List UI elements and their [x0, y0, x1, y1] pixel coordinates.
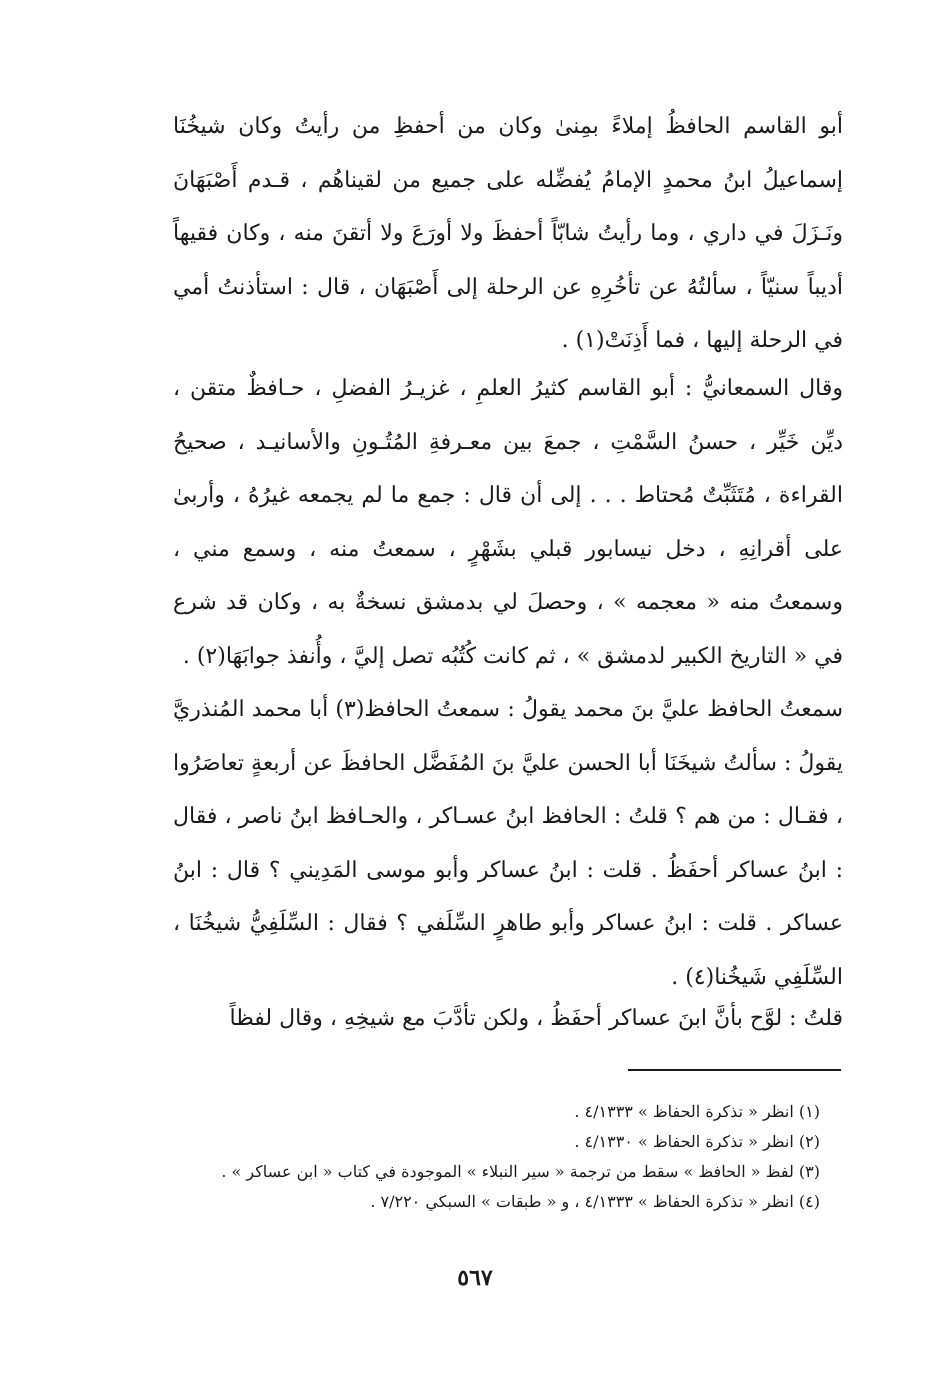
- paragraph-2: وقال السمعانيُّ : أبو القاسم كثيرُ العلمِ ، غزيـرُ الفضلِ ، حـافظٌ متقن ، ديِّن خَيِّر ، حسنُ السَّمْتِ ، جمعَ بين معـرفةِ المُتُـونِ والأسانيـد ، صحيحُ القراءة ، مُتَثَبِّتٌ مُحتاط . . . إلى أن قال : جمع ما لم يجمعه غيرُهُ ، وأربىٰ على أقرانِهِ ، دخل نيسابور قبلي بشَهْرٍ ، سمعتُ منه ، وسمع مني ، وسمعتُ منه « معجمه » ، وحصلَ لي بدمشق نسخةٌ به ، وكان قد شرع في « التاريخ الكبير لدمشق » ، ثم كانت كُتُبُه تصل إليَّ ، وأُنفذ جوابَهَا(٢) .: [173, 376, 843, 669]
- footnote-1: (١) انظر « تذكرة الحفاظ » ٤/١٣٣٣ .: [574, 1102, 820, 1121]
- footnote-4: (٤) انظر « تذكرة الحفاظ » ٤/١٣٣٣ ، و « طبقات » السبكي ٧/٢٢٠ .: [370, 1192, 820, 1211]
- paragraph-1: أبو القاسم الحافظُ إملاءً بمِنىٰ وكان من أحفظِ من رأيتُ وكان شيخُنَا إسماعيلُ ابنُ محمدٍ الإمامُ يُفضِّله على جميع من لقيناهُم ، قـدم أَصْبَهَانَ ونَـزَلَ في داري ، وما رأيتُ شابّاً أحفظَ ولا أورَعَ ولا أتقنَ منه ، وكان فقيهاً أديباً سنيّاً ، سألتُهُ عن تأخُرِهِ عن الرحلة إلى أَصْبَهَان ، قال : استأذنتُ أمي في الرحلة إليها ، فما أَذِنَتْ(١) .: [173, 114, 843, 353]
- paragraph-4: قلتُ : لوَّح بأنَّ ابنَ عساكر أحفَظُ ، ولكن تأدَّبَ مع شيخِهِ ، وقال لفظاً: [229, 1006, 843, 1031]
- page-number: ٥٦٧: [457, 1265, 493, 1291]
- paragraph-3: سمعتُ الحافظ عليَّ بنَ محمد يقولُ : سمعتُ الحافظ(٣) أبا محمد المُنذريَّ يقولُ : سألتُ شيخَنَا أبا الحسن عليَّ بنَ المُفَضَّل الحافظَ عن أربعةٍ تعاصَرُوا ، فقـال : من هم ؟ قلتُ : الحافظ ابنُ عسـاكر ، والحـافظ ابنُ ناصر ، فقال : ابنُ عساكر أحفَظُ . قلت : ابنُ عساكر وأبو موسى المَدِيني ؟ قال : ابنُ عساكر . قلت : ابنُ عساكر وأبو طاهرٍ السِّلَفي ؟ فقال : السِّلَفِيُّ شيخُنَا ، السِّلَفِي شَيخُنا(٤) .: [173, 697, 843, 990]
- footnotes-list: [150, 1097, 820, 1217]
- footnote-divider: [628, 1069, 841, 1071]
- footnote-2: (٢) انظر « تذكرة الحفاظ » ٤/١٣٣٠ .: [574, 1132, 820, 1151]
- footnote-3: (٣) لفظ « الحافظ » سقط من ترجمة « سير النبلاء » الموجودة في كتاب « ابن عساكر » .: [221, 1162, 820, 1181]
